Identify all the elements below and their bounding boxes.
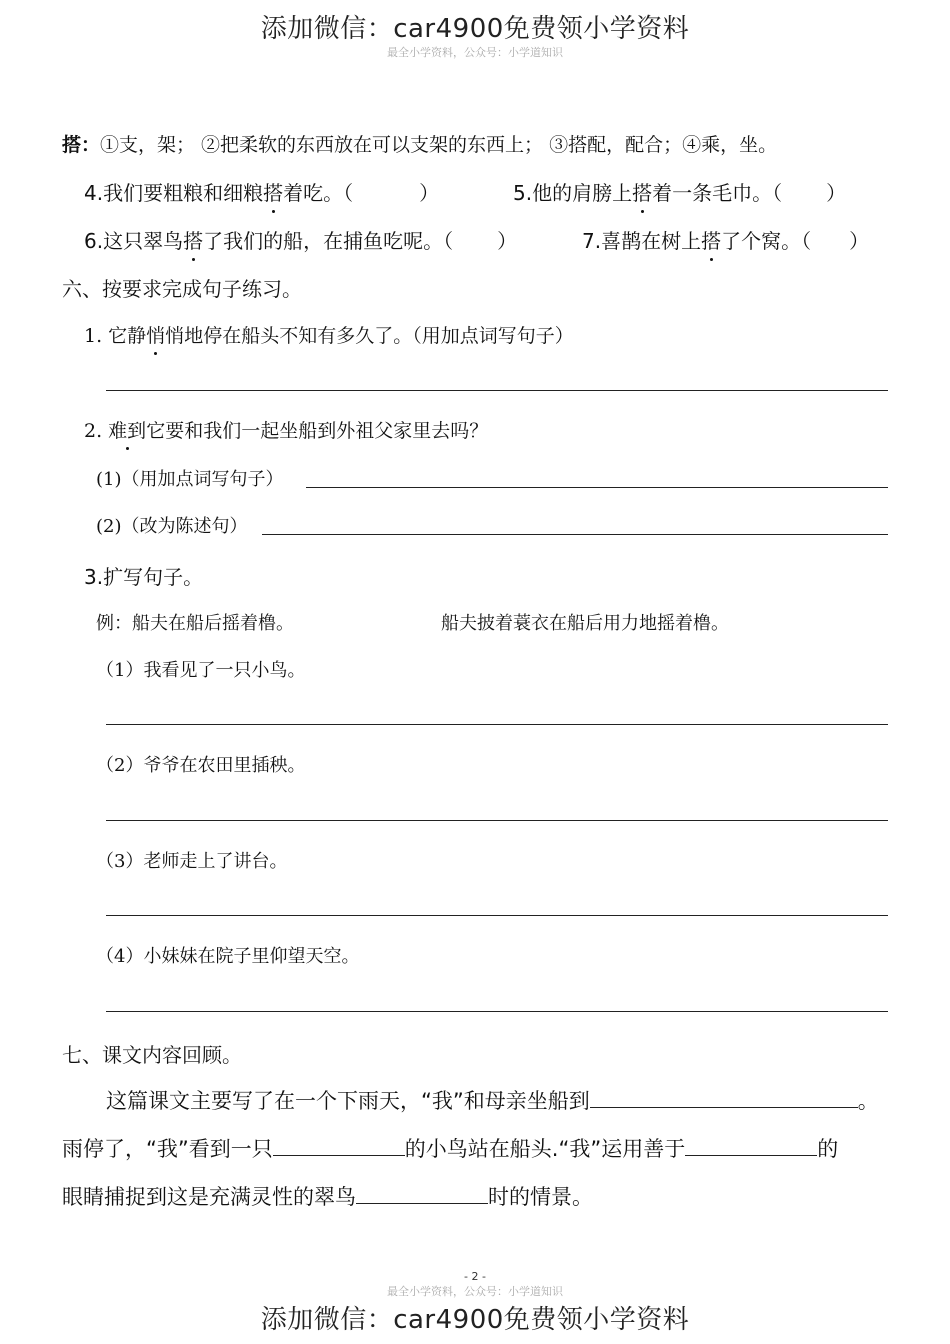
s6-q2: 2. 难到它要和我们一起坐船到外祖父家里去吗？ <box>84 416 488 443</box>
answer-line-expand-2[interactable] <box>106 820 888 821</box>
blank-destination[interactable] <box>590 1107 858 1108</box>
definition-text: ①支，架； ②把柔软的东西放在可以支架的东西上； ③搭配，配合；④乘，坐。 <box>100 134 778 156</box>
watermark-bottom-faint: 最全小学资料，公众号：小学道知识 <box>387 1285 563 1298</box>
s6-q2-sub1: (1)（用加点词写句子） <box>96 469 284 490</box>
answer-line-expand-4[interactable] <box>106 1011 888 1012</box>
answer-line-q2-1[interactable] <box>306 487 888 488</box>
page-number: - 2 - <box>464 1270 486 1283</box>
answer-line-q1[interactable] <box>106 390 888 391</box>
review-line-3: 眼睛捕捉到这是充满灵性的翠鸟 时的情景。 <box>62 1185 593 1209</box>
s6-q3: 3.扩写句子。 <box>84 565 204 589</box>
judge-q5: 5.他的肩膀上搭着一条毛巾。（ ） <box>513 177 846 206</box>
judge-q7: 7.喜鹊在树上搭了个窝。（ ） <box>582 225 869 254</box>
definition-label: 搭： <box>62 134 101 156</box>
example-label: 例：船夫在船后摇着橹。 <box>96 613 294 634</box>
watermark-top-faint: 最全小学资料，公众号：小学道知识 <box>387 46 563 59</box>
watermark-bottom: 添加微信：car4900免费领小学资料 <box>260 1305 690 1335</box>
expand-item-3: （3）老师走上了讲台。 <box>96 851 288 872</box>
watermark-top: 添加微信：car4900免费领小学资料 <box>260 14 690 44</box>
blank-eyes-description[interactable] <box>685 1155 817 1156</box>
section6-heading: 六、按要求完成句子练习。 <box>62 277 302 301</box>
expand-item-4: （4）小妹妹在院子里仰望天空。 <box>96 946 360 967</box>
expand-item-2: （2）爷爷在农田里插秧。 <box>96 755 306 776</box>
expand-item-1: （1）我看见了一只小鸟。 <box>96 660 306 681</box>
s6-q1: 1. 它静悄悄地停在船头不知有多久了。（用加点词写句子） <box>84 321 574 348</box>
example-result: 船夫披着蓑衣在船后用力地摇着橹。 <box>441 613 729 634</box>
blank-bird-action[interactable] <box>356 1203 488 1204</box>
answer-line-q2-2[interactable] <box>262 534 888 535</box>
definition-line <box>62 130 777 157</box>
answer-line-expand-1[interactable] <box>106 724 888 725</box>
section7-heading: 七、课文内容回顾。 <box>62 1043 242 1067</box>
blank-bird-description[interactable] <box>273 1155 405 1156</box>
s6-q2-sub2: (2)（改为陈述句） <box>96 516 248 537</box>
judge-q4: 4.我们要粗粮和细粮搭着吃。（ ） <box>84 177 439 206</box>
judge-q6: 6.这只翠鸟搭了我们的船，在捕鱼吃呢。（ ） <box>84 225 517 254</box>
answer-line-expand-3[interactable] <box>106 915 888 916</box>
review-line-1: 这篇课文主要写了在一个下雨天，“我”和母亲坐船到 。 <box>106 1089 879 1113</box>
review-line-2: 雨停了，“我”看到一只 的小鸟站在船头.“我”运用善于 的 <box>62 1137 839 1161</box>
